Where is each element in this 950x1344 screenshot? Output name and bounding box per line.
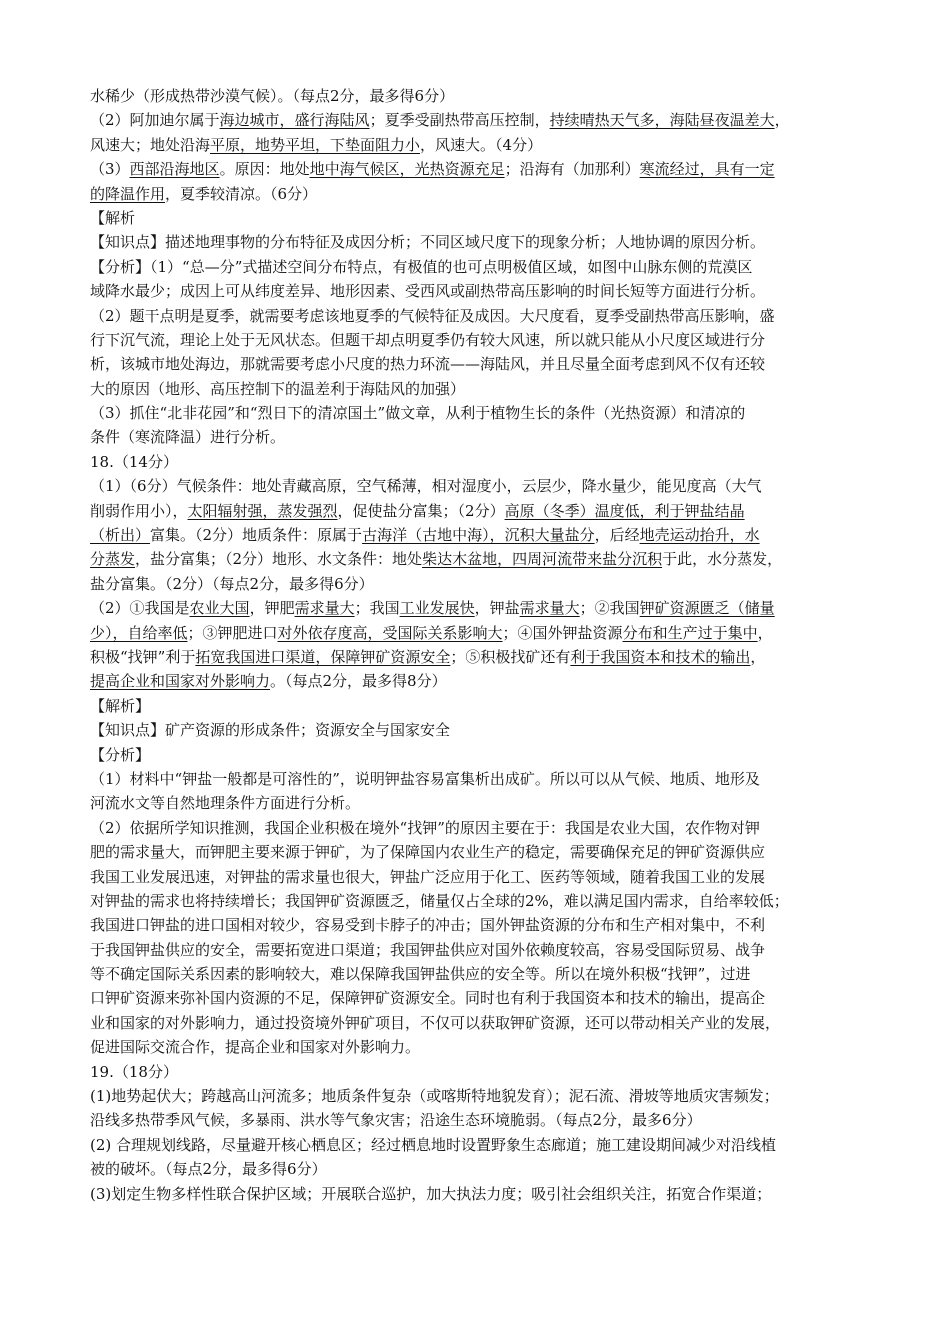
text-line	[90, 718, 880, 742]
text-line	[90, 1157, 880, 1181]
text-segment: (2) 合理规划线路，尽量避开核心栖息区；经过栖息地时设置野象生态廊道；施工建设期间减少对沿线植	[90, 1135, 777, 1154]
text-segment: 水稀少（形成热带沙漠气候）。（每点2分，最多得6分）	[90, 87, 455, 105]
text-line	[90, 157, 880, 181]
text-segment: （2）依据所学知识推测，我国企业积极在境外“找钾”的原因主要在于：我国是农业大国，农作物对钾	[90, 818, 760, 837]
underlined-answer-key: 古海洋（古地中海），沉积大量盐分	[362, 526, 595, 545]
underlined-answer-key: 钾矿资源匮乏（储量	[639, 599, 775, 618]
text-segment: 富集。（2分）地质条件：原属于	[150, 526, 363, 545]
text-segment: 业和国家的对外影响力，通过投资境外钾矿项目，不仅可以获取钾矿资源，还可以带动相关产业的发展，	[90, 1013, 781, 1032]
text-line	[90, 743, 880, 767]
underlined-answer-key: 西部沿海地区	[129, 160, 220, 179]
text-segment: ，促使盐分富集；（2分）	[337, 501, 505, 520]
text-line	[90, 206, 880, 230]
text-line	[90, 352, 880, 376]
text-segment: ，后经	[594, 526, 640, 545]
underlined-answer-key: 利于我国资本和技术的输出	[570, 647, 751, 666]
text-segment: 对钾盐的需求也将持续增长；我国钾矿资源匮乏，储量仅占全球的2%，难以满足国内需求，自给率较低；	[90, 891, 789, 910]
text-segment: ，风速大。（4分）	[420, 135, 543, 154]
text-line	[90, 255, 880, 279]
text-segment: 19.（18分）	[90, 1062, 178, 1081]
underlined-answer-key: 需求量大	[294, 599, 355, 618]
text-segment: 【分析】（1）“总—分”式描述空间分布特点，有极值的也可点明极值区域，如图中山脉东侧的荒漠区	[90, 257, 753, 276]
underlined-answer-key: 少），自给率低	[90, 623, 188, 642]
text-segment: 被的破坏。（每点2分，最多得6分）	[90, 1160, 327, 1179]
text-segment: ，	[774, 111, 790, 130]
text-line	[90, 913, 880, 937]
text-line	[90, 133, 880, 157]
text-line	[90, 84, 880, 108]
text-line	[90, 182, 880, 206]
text-segment: 盐分富集。（2分）（每点2分，最多得6分）	[90, 574, 374, 593]
underlined-answer-key: 海边城市，盛行海陆风	[219, 111, 370, 130]
text-segment: 行下沉气流，理论上处于无风状态。但题干却点明夏季仍有较大风速，所以就只能从小尺度区域进行分	[90, 330, 766, 349]
text-segment: 肥的需求量大，而钾肥主要来源于钾矿，为了保障国内农业生产的稳定，需要确保充足的钾矿资源供应	[90, 843, 766, 862]
text-line	[90, 547, 880, 571]
text-line	[90, 986, 880, 1010]
text-segment: 口钾矿资源来弥补国内资源的不足，保障钾矿资源安全。同时也有利于我国资本和技术的输出，提高企	[90, 989, 766, 1008]
text-segment: ；⑤积极找矿还有	[450, 647, 571, 666]
text-segment: 等不确定国际关系因素的影响较大，难以保障我国钾盐供应的安全等。所以在境外积极“找钾”，过进	[90, 965, 751, 984]
text-segment: ；夏季受副热带高压控制，	[369, 111, 550, 130]
text-segment: 。原因：地处	[219, 160, 310, 179]
text-line	[90, 1182, 880, 1206]
text-line	[90, 962, 880, 986]
underlined-answer-key: 持续晴热天气多，海陆昼夜温差大	[549, 111, 775, 130]
text-line	[90, 621, 880, 645]
text-segment: ，盐分富集；（2分）地形、水文条件：地处	[135, 550, 423, 569]
text-segment: （3）抓住“北非花园”和“烈日下的清凉国土”做文章，从利于植物生长的条件（光热资源）和清凉的	[90, 404, 746, 423]
text-segment: 积极“找钾”利于	[90, 647, 196, 666]
underlined-answer-key: 太阳辐射强，蒸发强烈	[187, 501, 338, 520]
text-line	[90, 523, 880, 547]
text-segment: 【知识点】描述地理事物的分布特征及成因分析；不同区域尺度下的现象分析；人地协调的原因分析。	[90, 233, 766, 252]
text-segment: （2）①我国是	[90, 599, 190, 618]
text-segment: (3)划定生物多样性联合保护区域；开展联合巡护，加大执法力度；吸引社会组织关注，拓宽合作渠道；	[90, 1184, 772, 1203]
text-line	[90, 816, 880, 840]
text-segment: 于此，水分蒸发，	[662, 550, 783, 569]
text-line	[90, 401, 880, 425]
text-segment: ；③钾肥进口	[187, 623, 278, 642]
text-segment: 【解析】	[90, 696, 151, 715]
text-line	[90, 450, 880, 474]
text-line	[90, 865, 880, 889]
underlined-answer-key: 需求量大	[519, 599, 580, 618]
text-segment: ，	[757, 623, 773, 642]
text-line	[90, 572, 880, 596]
text-segment: ；沿海有（加那利）	[504, 160, 640, 179]
text-segment: ，夏季较清凉。（6分）	[165, 184, 318, 203]
underlined-answer-key: 高原（冬季）温度低，利于钾盐结晶	[504, 501, 745, 520]
text-segment: 大的原因（地形、高压控制下的温差利于海陆风的加强）	[90, 379, 466, 398]
text-segment: 河流水文等自然地理条件方面进行分析。	[90, 794, 361, 813]
text-line	[90, 1133, 880, 1157]
text-segment: ，	[750, 647, 766, 666]
text-segment: 于我国钾盐供应的安全，需要拓宽进口渠道；我国钾盐供应对国外依赖度较高，容易受国际贸易、战争	[90, 940, 766, 959]
underlined-answer-key: 地中海气候区，光热资源充足	[309, 160, 505, 179]
underlined-answer-key: 平原，地势平坦，下垫面阻力小	[210, 135, 421, 154]
text-segment: （2）题干点明是夏季，就需要考虑该地夏季的气候特征及成因。大尺度看，夏季受副热带高压影响，盛	[90, 306, 775, 325]
text-segment: ；④国外钾盐资源	[502, 623, 623, 642]
underlined-answer-key: 工业发展快	[399, 599, 475, 618]
text-segment: 条件（寒流降温）进行分析。	[90, 428, 286, 447]
text-segment: 【解析	[90, 208, 136, 227]
text-line	[90, 1084, 880, 1108]
text-segment: ，钾肥	[249, 599, 295, 618]
text-line	[90, 767, 880, 791]
underlined-answer-key: 分布和生产过于集中	[622, 623, 758, 642]
text-line	[90, 474, 880, 498]
text-line	[90, 425, 880, 449]
text-segment: ；我国	[354, 599, 400, 618]
text-segment: 促进国际交流合作，提高企业和国家对外影响力。	[90, 1038, 421, 1057]
text-segment: 沿线多热带季风气候，多暴雨、洪水等气象灾害；沿途生态环境脆弱。（每点2分，最多6分）	[90, 1111, 702, 1130]
text-line	[90, 1108, 880, 1132]
text-segment: 析，该城市地处海边，那就需要考虑小尺度的热力环流——海陆风，并且尽量全面考虑到风不仅有还较	[90, 355, 766, 374]
text-line	[90, 669, 880, 693]
text-segment: 域降水最少；成因上可从纬度差异、地形因素、受西风或副热带高压影响的时间长短等方面进行分析。	[90, 282, 766, 301]
text-segment: 我国进口钾盐的进口国相对较少，容易受到卡脖子的冲击；国外钾盐资源的分布和生产相对集中，不利	[90, 916, 766, 935]
text-line	[90, 791, 880, 815]
text-segment: 【知识点】矿产资源的形成条件；资源安全与国家安全	[90, 721, 451, 740]
text-line	[90, 1011, 880, 1035]
text-segment: (1)地势起伏大；跨越高山河流多；地质条件复杂（或喀斯特地貌发育）；泥石流、滑坡等地质灾害频发；	[90, 1087, 779, 1106]
text-segment: （1）（6分）气候条件：地处青藏高原，空气稀薄，相对湿度小，云层少，降水量少，能见度高（大气	[90, 477, 762, 496]
text-line	[90, 279, 880, 303]
text-line	[90, 938, 880, 962]
text-segment: （3）	[90, 160, 130, 179]
underlined-answer-key: 地壳运动抬升，水	[639, 526, 760, 545]
underlined-answer-key: 拓宽我国进口渠道，保障钾矿资源安全	[195, 647, 451, 666]
text-segment: 【分析】	[90, 745, 151, 764]
text-line	[90, 108, 880, 132]
text-line	[90, 596, 880, 620]
text-segment: 风速大；地处沿海	[90, 135, 211, 154]
underlined-answer-key: 农业大国	[189, 599, 250, 618]
text-segment: 我国工业发展迅速，对钾盐的需求量也很大，钾盐广泛应用于化工、医药等领域，随着我国工业的发展	[90, 867, 766, 886]
document-page	[90, 84, 880, 1206]
underlined-answer-key: 对外依存度高，受国际关系影响大	[277, 623, 503, 642]
text-line	[90, 499, 880, 523]
text-line	[90, 230, 880, 254]
text-line	[90, 377, 880, 401]
text-line	[90, 694, 880, 718]
text-line	[90, 328, 880, 352]
text-segment: ；②我国	[579, 599, 640, 618]
underlined-answer-key: （析出）	[90, 526, 151, 545]
text-segment: 。（每点2分，最多得8分）	[270, 672, 447, 691]
text-segment: 18.（14分）	[90, 452, 178, 471]
text-line	[90, 1060, 880, 1084]
text-segment: ，钾盐	[474, 599, 520, 618]
text-line	[90, 645, 880, 669]
underlined-answer-key: 提高企业和国家对外影响力	[90, 672, 271, 691]
underlined-answer-key: 分蒸发	[90, 550, 136, 569]
underlined-answer-key: 柴达木盆地，四周河流带来盐分沉积	[422, 550, 663, 569]
text-segment: 削弱作用小），	[90, 501, 188, 520]
text-segment: （1）材料中“钾盐一般都是可溶性的”，说明钾盐容易富集析出成矿。所以可以从气候、地质、地形及	[90, 769, 760, 788]
underlined-answer-key: 的降温作用	[90, 184, 166, 203]
text-line	[90, 304, 880, 328]
text-segment: （2）阿加迪尔属于	[90, 111, 220, 130]
text-line	[90, 1035, 880, 1059]
text-line	[90, 840, 880, 864]
underlined-answer-key: 寒流经过，具有一定	[639, 160, 775, 179]
text-line	[90, 889, 880, 913]
